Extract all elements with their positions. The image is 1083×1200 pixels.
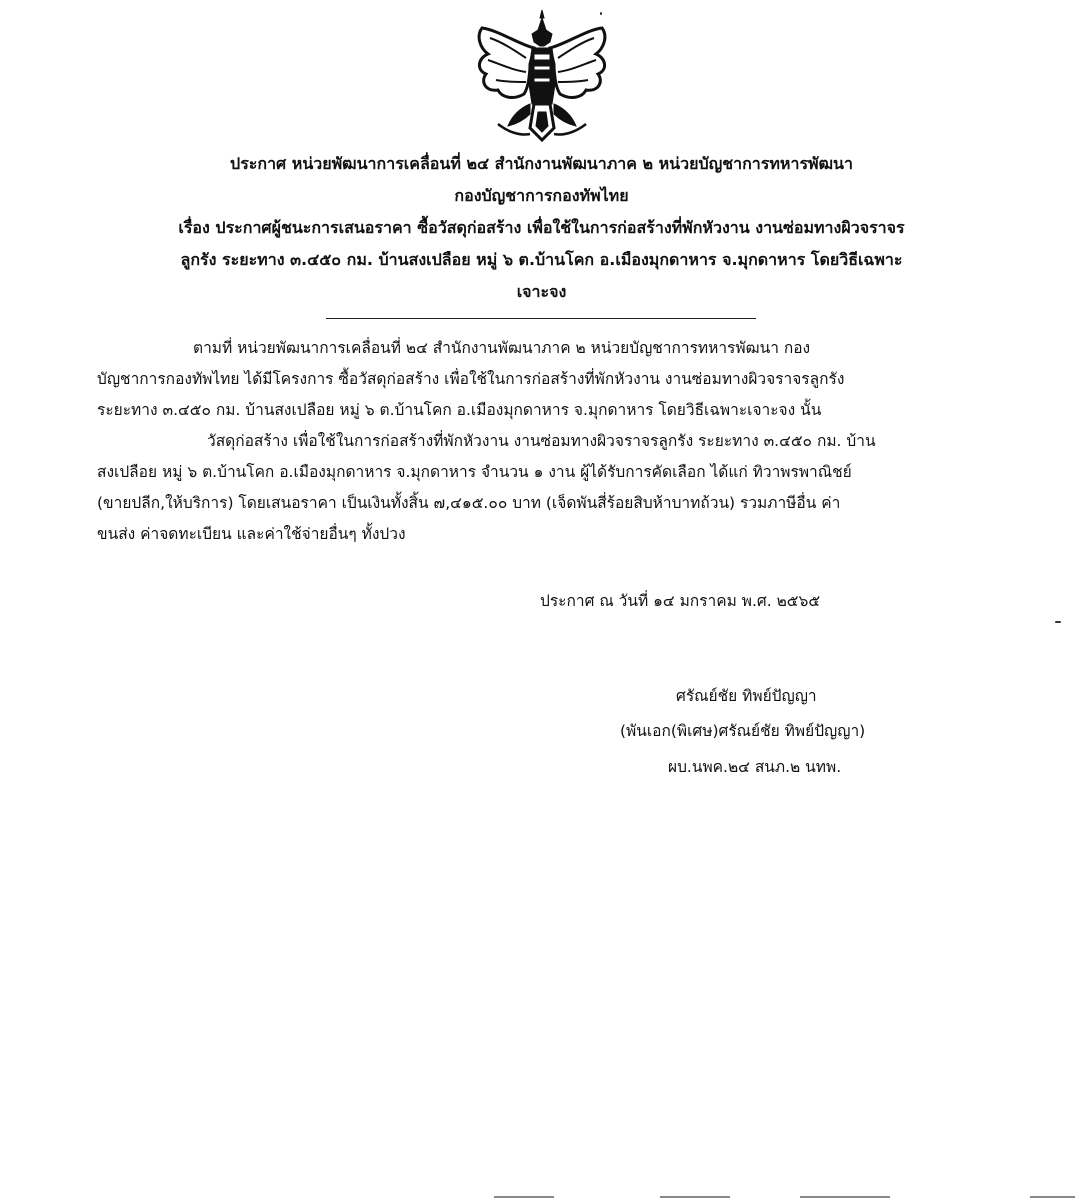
signature-position: ผบ.นพค.๒๔ สนภ.๒ นทพ. xyxy=(668,758,842,776)
scan-edge-noise xyxy=(0,1190,1083,1200)
paragraph-2-line-2: สงเปลือย หมู่ ๖ ต.บ้านโคก อ.เมืองมุกดาหาร จ.มุกดาหาร จำนวน ๑ งาน ผู้ได้รับการคัดเลือก ได้แก่ ทิวาพรพาณิชย์ xyxy=(97,463,852,481)
subject-line-2: ลูกรัง ระยะทาง ๓.๔๕๐ กม. บ้านสงเปลือย หมู่ ๖ ต.บ้านโคก อ.เมืองมุกดาหาร จ.มุกดาหาร โดยวิธีเฉพาะ xyxy=(180,250,903,269)
paragraph-2-line-4: ขนส่ง ค่าจดทะเบียน และค่าใช้จ่ายอื่นๆ ทั้งปวง xyxy=(97,525,406,543)
subject-line-3: เจาะจง xyxy=(516,282,567,301)
paragraph-2-line-3: (ขายปลีก,ให้บริการ) โดยเสนอราคา เป็นเงินทั้งสิ้น ๗,๔๑๕.๐๐ บาท (เจ็ดพันสี่ร้อยสิบห้าบาทถ้วน) รวมภาษีอื่น ค่า xyxy=(97,494,841,512)
signature-full-name: (พันเอก(พิเศษ)ศรัณย์ชัย ทิพย์ปัญญา) xyxy=(620,722,866,740)
subject-line-1: เรื่อง ประกาศผู้ชนะการเสนอราคา ซื้อวัสดุก่อสร้าง เพื่อใช้ในการก่อสร้างที่พักหัวงาน งานซ่อมทางผิวจราจร xyxy=(178,218,905,237)
signature-name: ศรัณย์ชัย ทิพย์ปัญญา xyxy=(676,687,817,705)
paragraph-1-line-3: ระยะทาง ๓.๔๕๐ กม. บ้านสงเปลือย หมู่ ๖ ต.บ้านโคก อ.เมืองมุกดาหาร จ.มุกดาหาร โดยวิธีเฉพาะเจาะจง นั้น xyxy=(97,401,822,419)
announcement-title xyxy=(90,148,993,308)
title-line-1: ประกาศ หน่วยพัฒนาการเคลื่อนที่ ๒๔ สำนักงานพัฒนาภาค ๒ หน่วยบัญชาการทหารพัฒนา xyxy=(230,154,853,173)
paragraph-1-line-2: บัญชาการกองทัพไทย ได้มีโครงการ ซื้อวัสดุก่อสร้าง เพื่อใช้ในการก่อสร้างที่พักหัวงาน งานซ่อมทางผิวจราจรลูกรัง xyxy=(97,370,845,388)
garuda-emblem-icon xyxy=(468,8,616,144)
title-divider xyxy=(326,318,756,319)
body-paragraph-1 xyxy=(97,333,977,426)
announcement-date: ประกาศ ณ วันที่ ๑๔ มกราคม พ.ศ. ๒๕๖๕ xyxy=(540,592,821,610)
paragraph-2-line-1: วัสดุก่อสร้าง เพื่อใช้ในการก่อสร้างที่พักหัวงาน งานซ่อมทางผิวจราจรลูกรัง ระยะทาง ๓.๔๕๐ กม. บ้าน xyxy=(207,432,876,450)
title-line-2: กองบัญชาการกองทัพไทย xyxy=(454,186,629,205)
scan-speck xyxy=(600,12,602,15)
paragraph-1-line-1: ตามที่ หน่วยพัฒนาการเคลื่อนที่ ๒๔ สำนักงานพัฒนาภาค ๒ หน่วยบัญชาการทหารพัฒนา กอง xyxy=(193,339,811,357)
scan-speck xyxy=(1055,621,1061,623)
body-paragraph-2 xyxy=(97,426,977,550)
